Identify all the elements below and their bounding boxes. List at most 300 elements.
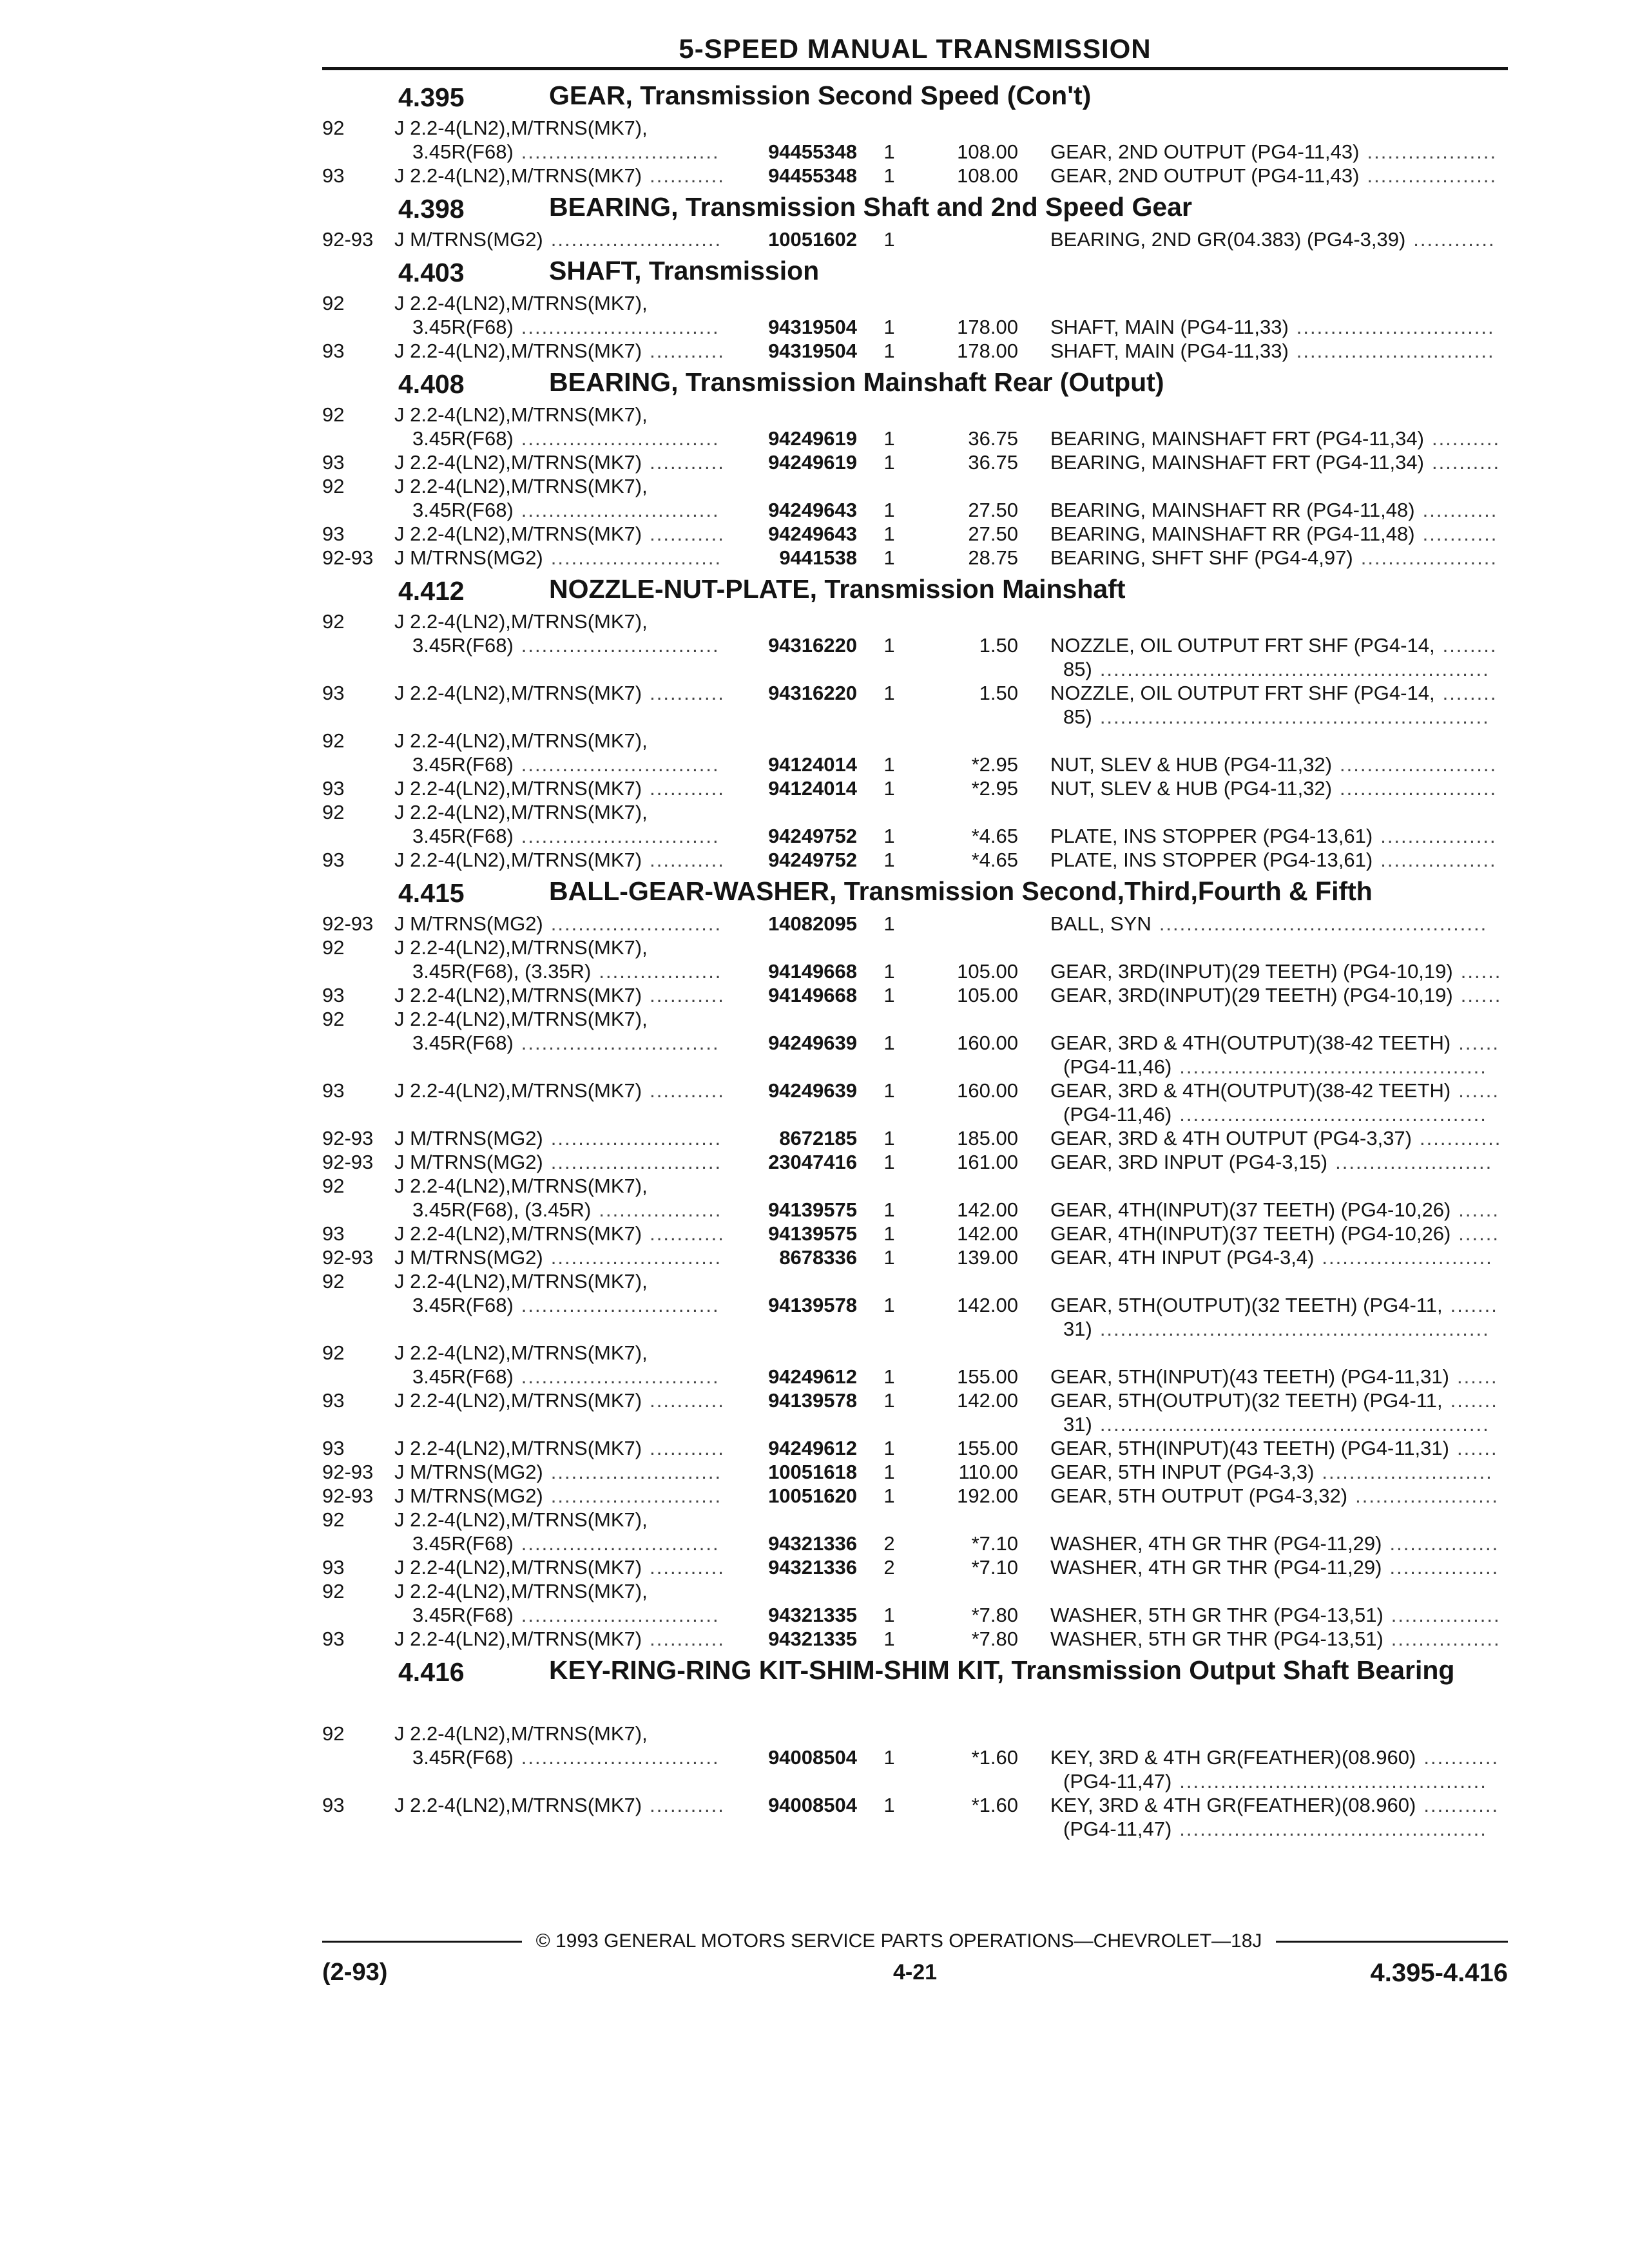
part-line bbox=[0, 1365, 1629, 1389]
quantity: 1 bbox=[883, 164, 895, 187]
quantity: 1 bbox=[883, 427, 895, 450]
description bbox=[1050, 522, 1505, 546]
description bbox=[1063, 1412, 1505, 1436]
application-text: J 2.2-4(LN2),M/TRNS(MK7) bbox=[394, 1389, 642, 1412]
application-text: J 2.2-4(LN2),M/TRNS(MK7) bbox=[394, 1079, 642, 1102]
quantity: 1 bbox=[883, 1389, 895, 1412]
description-text: GEAR, 2ND OUTPUT (PG4-11,43) bbox=[1050, 140, 1360, 163]
quantity: 1 bbox=[883, 451, 895, 474]
leader-dots: ....................... bbox=[1340, 777, 1498, 800]
application bbox=[394, 1007, 648, 1031]
price: 155.00 bbox=[957, 1437, 1018, 1459]
application bbox=[394, 116, 648, 140]
leader-dots: ........... bbox=[650, 451, 725, 474]
part-line bbox=[0, 1532, 1629, 1555]
part-line bbox=[0, 824, 1629, 848]
model-year: 92 bbox=[322, 1341, 345, 1364]
application bbox=[394, 1174, 648, 1198]
leader-dots: ........... bbox=[650, 1794, 725, 1816]
quantity: 2 bbox=[883, 1556, 895, 1579]
description bbox=[1050, 427, 1505, 450]
description-text: GEAR, 3RD INPUT (PG4-3,15) bbox=[1050, 1151, 1328, 1173]
application bbox=[394, 403, 648, 427]
part-line bbox=[0, 1341, 1629, 1365]
description-text: 85) bbox=[1063, 658, 1092, 680]
part-line bbox=[0, 753, 1629, 776]
leader-dots: ........... bbox=[650, 682, 725, 704]
section-number: 4.416 bbox=[398, 1657, 465, 1687]
leader-dots: ............................. bbox=[1296, 340, 1495, 362]
model-year: 93 bbox=[322, 1079, 345, 1102]
description-text: SHAFT, MAIN (PG4-11,33) bbox=[1050, 340, 1289, 362]
description-text: GEAR, 4TH(INPUT)(37 TEETH) (PG4-10,26) bbox=[1050, 1222, 1451, 1245]
section-heading bbox=[0, 1651, 1629, 1722]
price: 108.00 bbox=[957, 140, 1018, 163]
part-line bbox=[0, 1031, 1629, 1055]
description-text: BEARING, MAINSHAFT FRT (PG4-11,34) bbox=[1050, 427, 1424, 450]
description bbox=[1050, 1126, 1505, 1150]
part-line bbox=[0, 427, 1629, 450]
description-text: BEARING, 2ND GR(04.383) (PG4-3,39) bbox=[1050, 228, 1406, 251]
description-text: (PG4-11,47) bbox=[1063, 1818, 1172, 1840]
model-year: 92 bbox=[322, 1722, 345, 1745]
leader-dots: ............................. bbox=[521, 1032, 720, 1054]
part-number: 94139578 bbox=[768, 1294, 857, 1316]
application-text: J 2.2-4(LN2),M/TRNS(MK7) bbox=[394, 777, 642, 800]
section-title: KEY-RING-RING KIT-SHIM-SHIM KIT, Transmission Output Shaft Bearing bbox=[549, 1655, 1455, 1685]
leader-dots: ......................... bbox=[550, 228, 722, 251]
part-number: 94249752 bbox=[768, 849, 857, 871]
part-number: 94139578 bbox=[768, 1389, 857, 1412]
price: 178.00 bbox=[957, 316, 1018, 338]
model-year: 92-93 bbox=[322, 912, 374, 935]
leader-dots: ......................................................... bbox=[1099, 658, 1490, 680]
leader-dots: ........... bbox=[650, 777, 725, 800]
leader-dots: ......................... bbox=[550, 1461, 722, 1483]
part-line bbox=[0, 610, 1629, 633]
leader-dots: ............ bbox=[1413, 228, 1496, 251]
part-number: 94149668 bbox=[768, 984, 857, 1006]
description bbox=[1050, 959, 1505, 983]
quantity: 1 bbox=[883, 984, 895, 1006]
model-year: 93 bbox=[322, 1389, 345, 1412]
application-text: J 2.2-4(LN2),M/TRNS(MK7) bbox=[394, 1628, 642, 1650]
price: 1.50 bbox=[979, 682, 1018, 704]
application-text: 3.45R(F68) bbox=[412, 825, 514, 847]
part-line bbox=[0, 1817, 1629, 1841]
description bbox=[1050, 1745, 1505, 1769]
quantity: 1 bbox=[883, 1246, 895, 1269]
description bbox=[1050, 140, 1505, 164]
application-text: 3.45R(F68) bbox=[412, 316, 514, 338]
description bbox=[1050, 339, 1505, 363]
part-number: 94008504 bbox=[768, 1746, 857, 1769]
section-number: 4.415 bbox=[398, 878, 465, 908]
leader-dots: ........... bbox=[1422, 499, 1498, 521]
application bbox=[394, 1269, 648, 1293]
leader-dots: ........... bbox=[650, 1437, 725, 1459]
part-line bbox=[0, 800, 1629, 824]
part-number: 94249619 bbox=[768, 451, 857, 474]
part-line bbox=[0, 403, 1629, 427]
part-line bbox=[0, 1222, 1629, 1245]
leader-dots: ................ bbox=[1391, 1604, 1501, 1626]
application-text: J 2.2-4(LN2),M/TRNS(MK7), bbox=[394, 729, 648, 752]
description-text: NOZZLE, OIL OUTPUT FRT SHF (PG4-14, bbox=[1050, 682, 1435, 704]
description-text: NOZZLE, OIL OUTPUT FRT SHF (PG4-14, bbox=[1050, 634, 1435, 657]
header-rule bbox=[322, 67, 1508, 70]
leader-dots: ........ bbox=[1442, 682, 1498, 704]
description-text: SHAFT, MAIN (PG4-11,33) bbox=[1050, 316, 1289, 338]
part-line bbox=[0, 1174, 1629, 1198]
price: 108.00 bbox=[957, 164, 1018, 187]
quantity: 1 bbox=[883, 1127, 895, 1149]
leader-dots: ................ bbox=[1391, 1628, 1501, 1650]
leader-dots: ...... bbox=[1460, 984, 1502, 1006]
part-line bbox=[0, 729, 1629, 753]
description-text: GEAR, 3RD & 4TH(OUTPUT)(38-42 TEETH) bbox=[1050, 1032, 1451, 1054]
price: *7.10 bbox=[971, 1556, 1018, 1579]
description-text: WASHER, 4TH GR THR (PG4-11,29) bbox=[1050, 1556, 1382, 1579]
description bbox=[1063, 1317, 1505, 1341]
quantity: 1 bbox=[883, 546, 895, 569]
leader-dots: ..................... bbox=[1355, 1485, 1499, 1507]
leader-dots: ......................... bbox=[550, 912, 722, 935]
leader-dots: ....................... bbox=[1340, 753, 1498, 776]
price: 27.50 bbox=[968, 499, 1018, 521]
leader-dots: ......................... bbox=[550, 1151, 722, 1173]
price: 142.00 bbox=[957, 1294, 1018, 1316]
price: *4.65 bbox=[971, 849, 1018, 871]
description-text: PLATE, INS STOPPER (PG4-13,61) bbox=[1050, 825, 1373, 847]
application-text: J 2.2-4(LN2),M/TRNS(MK7), bbox=[394, 936, 648, 959]
description-text: GEAR, 5TH(OUTPUT)(32 TEETH) (PG4-11, bbox=[1050, 1389, 1443, 1412]
application-text: J 2.2-4(LN2),M/TRNS(MK7), bbox=[394, 1508, 648, 1531]
part-line bbox=[0, 291, 1629, 315]
application bbox=[394, 800, 648, 824]
leader-dots: ......................... bbox=[1322, 1461, 1493, 1483]
section-number: 4.403 bbox=[398, 258, 465, 287]
part-line bbox=[0, 339, 1629, 363]
model-year: 92 bbox=[322, 936, 345, 959]
price: 155.00 bbox=[957, 1365, 1018, 1388]
leader-dots: ............................. bbox=[521, 825, 720, 847]
description bbox=[1050, 983, 1505, 1007]
description-text: 31) bbox=[1063, 1413, 1092, 1436]
application-text: J 2.2-4(LN2),M/TRNS(MK7), bbox=[394, 801, 648, 823]
leader-dots: ............................. bbox=[521, 1604, 720, 1626]
part-line bbox=[0, 633, 1629, 657]
leader-dots: .................. bbox=[599, 960, 722, 983]
section-number: 4.412 bbox=[398, 576, 465, 606]
part-number: 94316220 bbox=[768, 682, 857, 704]
price: 178.00 bbox=[957, 340, 1018, 362]
leader-dots: ............................. bbox=[521, 1365, 720, 1388]
part-line bbox=[0, 1126, 1629, 1150]
section-heading bbox=[0, 251, 1629, 291]
description-text: WASHER, 4TH GR THR (PG4-11,29) bbox=[1050, 1532, 1382, 1555]
part-number: 94249619 bbox=[768, 427, 857, 450]
description bbox=[1050, 450, 1505, 474]
description bbox=[1063, 1817, 1505, 1841]
leader-dots: .................. bbox=[599, 1198, 722, 1221]
application-text: J 2.2-4(LN2),M/TRNS(MK7), bbox=[394, 117, 648, 139]
description-text: KEY, 3RD & 4TH GR(FEATHER)(08.960) bbox=[1050, 1746, 1416, 1769]
application-text: 3.45R(F68) bbox=[412, 634, 514, 657]
description bbox=[1050, 681, 1505, 705]
leader-dots: ............ bbox=[1420, 1127, 1502, 1149]
leader-dots: ........... bbox=[1423, 1794, 1499, 1816]
price: *2.95 bbox=[971, 777, 1018, 800]
parts-listing bbox=[0, 76, 1629, 1841]
description-text: WASHER, 5TH GR THR (PG4-13,51) bbox=[1050, 1628, 1383, 1650]
leader-dots: ...... bbox=[1458, 1198, 1499, 1221]
leader-dots: ....... bbox=[1450, 1294, 1498, 1316]
application-text: J 2.2-4(LN2),M/TRNS(MK7), bbox=[394, 1175, 648, 1197]
model-year: 92-93 bbox=[322, 1246, 374, 1269]
part-line bbox=[0, 1007, 1629, 1031]
part-line bbox=[0, 776, 1629, 800]
leader-dots: ................. bbox=[1380, 849, 1497, 871]
description-text: GEAR, 3RD(INPUT)(29 TEETH) (PG4-10,19) bbox=[1050, 984, 1453, 1006]
part-number: 10051602 bbox=[768, 228, 857, 251]
part-line bbox=[0, 1793, 1629, 1817]
part-line bbox=[0, 315, 1629, 339]
application-text: J 2.2-4(LN2),M/TRNS(MK7), bbox=[394, 610, 648, 633]
application-text: J 2.2-4(LN2),M/TRNS(MK7), bbox=[394, 1722, 648, 1745]
part-number: 94249612 bbox=[768, 1437, 857, 1459]
price: 1.50 bbox=[979, 634, 1018, 657]
part-line bbox=[0, 1460, 1629, 1484]
leader-dots: ...... bbox=[1456, 1437, 1498, 1459]
leader-dots: ............................. bbox=[521, 140, 720, 163]
description-text: GEAR, 3RD & 4TH(OUTPUT)(38-42 TEETH) bbox=[1050, 1079, 1451, 1102]
model-year: 93 bbox=[322, 1222, 345, 1245]
price: *7.80 bbox=[971, 1628, 1018, 1650]
description bbox=[1050, 1293, 1505, 1317]
description-text: GEAR, 5TH OUTPUT (PG4-3,32) bbox=[1050, 1485, 1348, 1507]
model-year: 93 bbox=[322, 1437, 345, 1459]
part-line bbox=[0, 450, 1629, 474]
application-text: J 2.2-4(LN2),M/TRNS(MK7) bbox=[394, 849, 642, 871]
model-year: 92 bbox=[322, 1508, 345, 1531]
part-line bbox=[0, 1269, 1629, 1293]
leader-dots: ........... bbox=[650, 340, 725, 362]
application bbox=[394, 1579, 648, 1603]
leader-dots: ............................................. bbox=[1179, 1818, 1487, 1840]
quantity: 1 bbox=[883, 682, 895, 704]
leader-dots: ......................... bbox=[550, 1246, 722, 1269]
description-text: BEARING, SHFT SHF (PG4-4,97) bbox=[1050, 546, 1353, 569]
leader-dots: ............................. bbox=[1296, 316, 1495, 338]
application-text: J M/TRNS(MG2) bbox=[394, 1127, 543, 1149]
description-text: GEAR, 3RD(INPUT)(29 TEETH) (PG4-10,19) bbox=[1050, 960, 1453, 983]
part-line bbox=[0, 116, 1629, 140]
leader-dots: ....................... bbox=[1335, 1151, 1493, 1173]
price: 142.00 bbox=[957, 1198, 1018, 1221]
section-heading bbox=[0, 76, 1629, 116]
description bbox=[1050, 1460, 1505, 1484]
description-text: (PG4-11,46) bbox=[1063, 1055, 1172, 1078]
application-text: 3.45R(F68) bbox=[412, 1032, 514, 1054]
description bbox=[1050, 315, 1505, 339]
model-year: 93 bbox=[322, 1794, 345, 1816]
application-text: J M/TRNS(MG2) bbox=[394, 546, 543, 569]
model-year: 92 bbox=[322, 729, 345, 752]
price: 139.00 bbox=[957, 1246, 1018, 1269]
leader-dots: ............................. bbox=[521, 499, 720, 521]
quantity: 1 bbox=[883, 1222, 895, 1245]
leader-dots: ............................................. bbox=[1179, 1103, 1487, 1126]
description bbox=[1050, 1627, 1505, 1651]
model-year: 93 bbox=[322, 777, 345, 800]
part-number: 94455348 bbox=[768, 164, 857, 187]
description bbox=[1063, 705, 1505, 729]
application-text: J 2.2-4(LN2),M/TRNS(MK7), bbox=[394, 403, 648, 426]
application bbox=[394, 610, 648, 633]
description bbox=[1050, 546, 1505, 570]
part-line bbox=[0, 959, 1629, 983]
description bbox=[1050, 498, 1505, 522]
model-year: 93 bbox=[322, 340, 345, 362]
description bbox=[1050, 1555, 1505, 1579]
description bbox=[1050, 912, 1505, 936]
application-text: 3.45R(F68) bbox=[412, 140, 514, 163]
section-title: BEARING, Transmission Mainshaft Rear (Output) bbox=[549, 367, 1164, 397]
description bbox=[1050, 227, 1505, 251]
part-line bbox=[0, 1198, 1629, 1222]
description bbox=[1050, 1532, 1505, 1555]
price: *2.95 bbox=[971, 753, 1018, 776]
leader-dots: ...... bbox=[1458, 1079, 1499, 1102]
leader-dots: ......................................................... bbox=[1099, 1318, 1490, 1340]
application-text: J 2.2-4(LN2),M/TRNS(MK7) bbox=[394, 984, 642, 1006]
section-heading bbox=[0, 363, 1629, 403]
part-number: 94124014 bbox=[768, 753, 857, 776]
quantity: 1 bbox=[883, 1151, 895, 1173]
leader-dots: ......................... bbox=[550, 546, 722, 569]
part-number: 94455348 bbox=[768, 140, 857, 163]
part-line bbox=[0, 705, 1629, 729]
model-year: 93 bbox=[322, 682, 345, 704]
application-text: 3.45R(F68) bbox=[412, 1294, 514, 1316]
application bbox=[394, 1508, 648, 1532]
footer-copyright: © 1993 GENERAL MOTORS SERVICE PARTS OPERATIONS—CHEVROLET—18J bbox=[535, 1930, 1262, 1952]
application-text: J 2.2-4(LN2),M/TRNS(MK7) bbox=[394, 1556, 642, 1579]
leader-dots: ........... bbox=[650, 984, 725, 1006]
description bbox=[1063, 1769, 1505, 1793]
application bbox=[394, 936, 648, 959]
price: 27.50 bbox=[968, 523, 1018, 545]
leader-dots: ........... bbox=[650, 1222, 725, 1245]
application-text: J 2.2-4(LN2),M/TRNS(MK7) bbox=[394, 523, 642, 545]
part-line bbox=[0, 1555, 1629, 1579]
leader-dots: ........ bbox=[1442, 634, 1498, 657]
description-text: NUT, SLEV & HUB (PG4-11,32) bbox=[1050, 777, 1333, 800]
description bbox=[1050, 164, 1505, 187]
quantity: 1 bbox=[883, 140, 895, 163]
description bbox=[1050, 633, 1505, 657]
section-title: SHAFT, Transmission bbox=[549, 256, 820, 285]
part-line bbox=[0, 936, 1629, 959]
quantity: 1 bbox=[883, 1032, 895, 1054]
part-line bbox=[0, 1484, 1629, 1508]
part-line bbox=[0, 1769, 1629, 1793]
application-text: J M/TRNS(MG2) bbox=[394, 1461, 543, 1483]
leader-dots: ........... bbox=[650, 849, 725, 871]
application-text: 3.45R(F68) bbox=[412, 1746, 514, 1769]
leader-dots: ......................... bbox=[550, 1485, 722, 1507]
description bbox=[1050, 1079, 1505, 1102]
quantity: 1 bbox=[883, 523, 895, 545]
leader-dots: ................... bbox=[1367, 164, 1498, 187]
application-text: 3.45R(F68) bbox=[412, 753, 514, 776]
leader-dots: ........... bbox=[650, 1556, 725, 1579]
part-line bbox=[0, 1389, 1629, 1412]
application-text: 3.45R(F68), (3.35R) bbox=[412, 960, 592, 983]
application-text: J 2.2-4(LN2),M/TRNS(MK7) bbox=[394, 164, 642, 187]
application-text: 3.45R(F68) bbox=[412, 1604, 514, 1626]
footer-rule-right bbox=[1276, 1941, 1508, 1943]
section-number: 4.408 bbox=[398, 369, 465, 399]
part-number: 94249643 bbox=[768, 499, 857, 521]
part-number: 94316220 bbox=[768, 634, 857, 657]
quantity: 1 bbox=[883, 228, 895, 251]
model-year: 93 bbox=[322, 523, 345, 545]
description bbox=[1050, 1150, 1505, 1174]
part-number: 94139575 bbox=[768, 1222, 857, 1245]
quantity: 1 bbox=[883, 1079, 895, 1102]
description-text: 85) bbox=[1063, 706, 1092, 728]
application-text: J 2.2-4(LN2),M/TRNS(MK7) bbox=[394, 1794, 642, 1816]
leader-dots: ........... bbox=[650, 1628, 725, 1650]
description bbox=[1050, 1245, 1505, 1269]
leader-dots: ...... bbox=[1458, 1222, 1499, 1245]
description bbox=[1050, 1436, 1505, 1460]
description bbox=[1050, 1389, 1505, 1412]
application-text: 3.45R(F68) bbox=[412, 499, 514, 521]
application-text: J M/TRNS(MG2) bbox=[394, 912, 543, 935]
description bbox=[1050, 1484, 1505, 1508]
application-text: J 2.2-4(LN2),M/TRNS(MK7) bbox=[394, 340, 642, 362]
price: 36.75 bbox=[968, 427, 1018, 450]
section-number: 4.395 bbox=[398, 82, 465, 112]
section-heading bbox=[0, 187, 1629, 227]
application bbox=[394, 474, 648, 498]
part-line bbox=[0, 657, 1629, 681]
description-text: GEAR, 5TH(INPUT)(43 TEETH) (PG4-11,31) bbox=[1050, 1365, 1449, 1388]
part-line bbox=[0, 522, 1629, 546]
quantity: 1 bbox=[883, 825, 895, 847]
part-number: 94249639 bbox=[768, 1079, 857, 1102]
part-line bbox=[0, 1102, 1629, 1126]
leader-dots: ................ bbox=[1389, 1556, 1499, 1579]
model-year: 92-93 bbox=[322, 228, 374, 251]
model-year: 92-93 bbox=[322, 1461, 374, 1483]
description-text: PLATE, INS STOPPER (PG4-13,61) bbox=[1050, 849, 1373, 871]
description-text: GEAR, 3RD & 4TH OUTPUT (PG4-3,37) bbox=[1050, 1127, 1412, 1149]
part-number: 94321335 bbox=[768, 1628, 857, 1650]
quantity: 1 bbox=[883, 753, 895, 776]
description bbox=[1050, 776, 1505, 800]
leader-dots: ............................. bbox=[521, 316, 720, 338]
model-year: 93 bbox=[322, 451, 345, 474]
section-heading bbox=[0, 570, 1629, 610]
description bbox=[1050, 1603, 1505, 1627]
part-number: 10051620 bbox=[768, 1485, 857, 1507]
application-text: J 2.2-4(LN2),M/TRNS(MK7) bbox=[394, 682, 642, 704]
leader-dots: ......................................................... bbox=[1099, 1413, 1490, 1436]
